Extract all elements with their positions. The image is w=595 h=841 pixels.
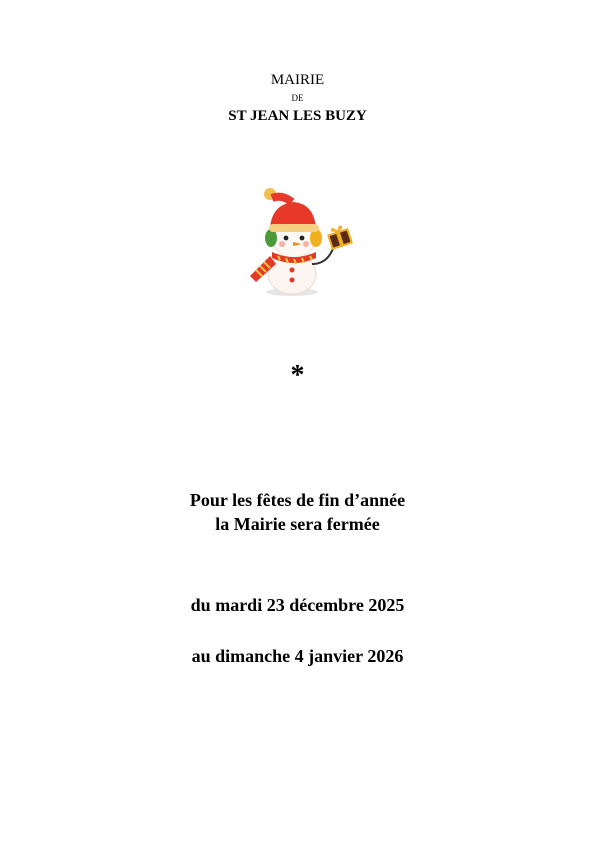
- separator-asterisk: *: [290, 360, 305, 391]
- gift-icon: [327, 225, 352, 249]
- notice-line-2: la Mairie sera fermée: [215, 514, 380, 534]
- hat-band: [269, 224, 319, 232]
- snowman-with-gift-icon: [236, 184, 354, 302]
- closure-end-date: au dimanche 4 janvier 2026: [191, 646, 404, 666]
- header-commune: ST JEAN LES BUZY: [228, 108, 367, 124]
- header-de: DE: [291, 93, 304, 103]
- closure-notice: [0, 488, 595, 536]
- closure-start-date: du mardi 23 décembre 2025: [190, 595, 405, 615]
- header-mairie: MAIRIE: [270, 72, 325, 88]
- notice-line-1: Pour les fêtes de fin d’année: [189, 490, 406, 510]
